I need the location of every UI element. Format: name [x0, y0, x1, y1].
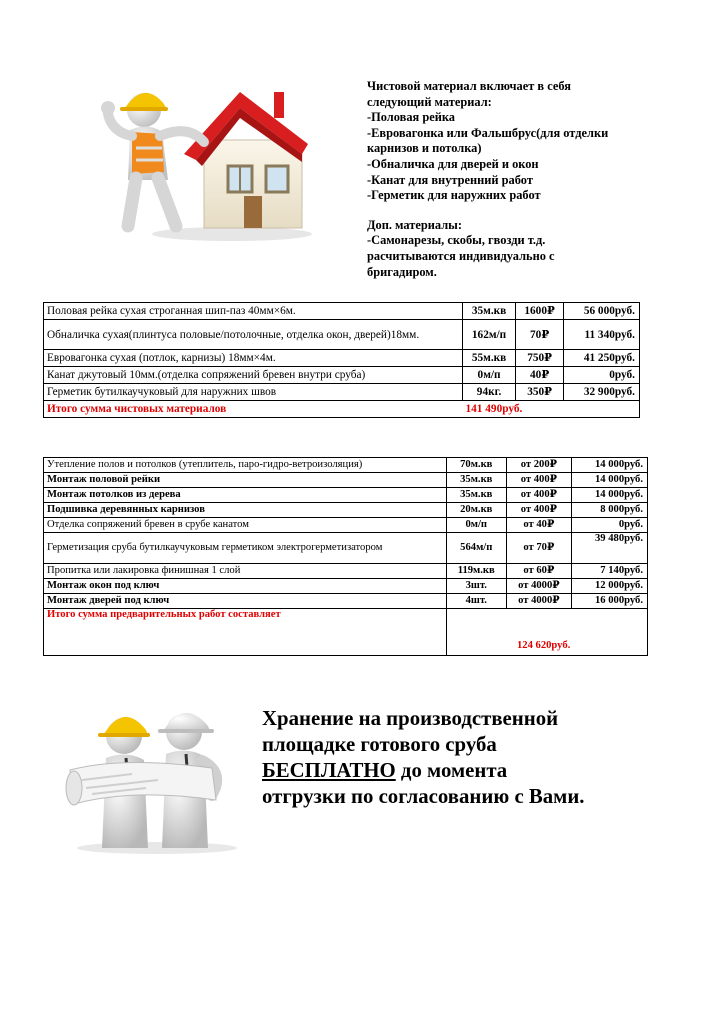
table-row — [44, 564, 648, 579]
item-price: 750₽ — [516, 350, 564, 367]
item-sum: 8 000руб. — [572, 503, 648, 518]
table-row — [44, 594, 648, 609]
intro-line: -Половая рейка — [367, 110, 455, 125]
item-name: Обналичка сухая(плинтуса половые/потолочные, отделка окон, дверей)18мм. — [44, 320, 463, 350]
table-row — [44, 350, 640, 367]
item-name: Утепление полов и потолков (утеплитель, паро-гидро-ветроизоляция) — [44, 458, 447, 473]
promo-line: площадке готового сруба — [262, 733, 497, 756]
item-sum: 0руб. — [564, 367, 640, 384]
item-qty: 20м.кв — [447, 503, 507, 518]
table-row — [44, 503, 648, 518]
item-name: Евровагонка сухая (потлок, карнизы) 18мм×4м. — [44, 350, 463, 367]
table-row — [44, 384, 640, 401]
item-name: Отделка сопряжений бревен в срубе канатом — [44, 518, 447, 533]
item-qty: 162м/п — [463, 320, 516, 350]
free-highlight: БЕСПЛАТНО — [262, 759, 396, 782]
item-name: Пропитка или лакировка финишная 1 слой — [44, 564, 447, 579]
extra-line: расчитываются индивидуально с — [367, 248, 555, 263]
promo-line — [262, 758, 702, 784]
item-name: Монтаж потолков из дерева — [44, 488, 447, 503]
table-row — [44, 367, 640, 384]
house-worker-illustration — [92, 62, 312, 242]
intro-line: Чистовой материал включает в себя — [367, 79, 571, 93]
extra-line: Доп. материалы: — [367, 217, 462, 232]
intro-line: -Герметик для наружних работ — [367, 188, 541, 203]
item-price: 40₽ — [516, 367, 564, 384]
table-row — [44, 303, 640, 320]
item-name: Половая рейка сухая строганная шип-паз 40мм×6м. — [44, 303, 463, 320]
finishing-materials-table — [43, 302, 640, 418]
item-price: 350₽ — [516, 384, 564, 401]
item-name: Монтаж окон под ключ — [44, 579, 447, 594]
item-qty: 0м/п — [447, 518, 507, 533]
item-name: Герметик бутилкаучуковый для наружних швов — [44, 384, 463, 401]
total-row — [44, 401, 640, 418]
item-qty: 564м/п — [447, 533, 507, 564]
total-label: Итого сумма чистовых материалов — [44, 401, 463, 418]
item-sum: 39 480руб. — [572, 533, 648, 564]
preliminary-works-table — [43, 457, 648, 656]
item-price: от 400₽ — [506, 503, 572, 518]
intro-line: -Канат для внутренний работ — [367, 172, 533, 187]
item-qty: 0м/п — [463, 367, 516, 384]
promo-line: отгрузки по согласованию с Вами. — [262, 785, 585, 808]
extra-line: бригадиром. — [367, 264, 437, 279]
item-sum: 56 000руб. — [564, 303, 640, 320]
item-name: Монтаж половой рейки — [44, 473, 447, 488]
item-price: от 400₽ — [506, 488, 572, 503]
item-qty: 94кг. — [463, 384, 516, 401]
item-qty: 3шт. — [447, 579, 507, 594]
table-row — [44, 518, 648, 533]
table-row — [44, 533, 648, 564]
item-qty: 35м.кв — [447, 473, 507, 488]
item-sum: 16 000руб. — [572, 594, 648, 609]
table-row — [44, 320, 640, 350]
item-price: от 4000₽ — [506, 594, 572, 609]
item-price: от 70₽ — [506, 533, 572, 564]
workers-blueprint-illustration — [62, 700, 242, 855]
item-price: от 40₽ — [506, 518, 572, 533]
storage-promo-text — [262, 706, 702, 810]
item-price: от 4000₽ — [506, 579, 572, 594]
promo-line: Хранение на производственной — [262, 707, 559, 730]
item-name: Подшивка деревянных карнизов — [44, 503, 447, 518]
item-qty: 70м.кв — [447, 458, 507, 473]
item-sum: 7 140руб. — [572, 564, 648, 579]
intro-text — [367, 79, 707, 280]
total-value: 124 620руб. — [447, 609, 648, 656]
intro-line: карнизов и потолка) — [367, 141, 482, 156]
intro-line: -Евровагонка или Фальшбрус(для отделки — [367, 125, 609, 140]
table-row — [44, 579, 648, 594]
total-label: Итого сумма предварительных работ составляет — [44, 609, 447, 656]
item-sum: 14 000руб. — [572, 488, 648, 503]
item-qty: 119м.кв — [447, 564, 507, 579]
total-row — [44, 609, 648, 656]
item-sum: 32 900руб. — [564, 384, 640, 401]
promo-line-rest: до момента — [395, 759, 508, 782]
item-price: 1600₽ — [516, 303, 564, 320]
item-price: от 200₽ — [506, 458, 572, 473]
extra-line: -Самонарезы, скобы, гвозди т.д. — [367, 233, 546, 248]
item-qty: 35м.кв — [463, 303, 516, 320]
item-qty: 55м.кв — [463, 350, 516, 367]
item-sum: 14 000руб. — [572, 458, 648, 473]
table-row — [44, 488, 648, 503]
item-price: от 60₽ — [506, 564, 572, 579]
item-sum: 11 340руб. — [564, 320, 640, 350]
item-sum: 41 250руб. — [564, 350, 640, 367]
item-sum: 12 000руб. — [572, 579, 648, 594]
item-sum: 14 000руб. — [572, 473, 648, 488]
intro-line: -Обналичка для дверей и окон — [367, 156, 539, 171]
table-row — [44, 473, 648, 488]
item-name: Монтаж дверей под ключ — [44, 594, 447, 609]
item-price: от 400₽ — [506, 473, 572, 488]
intro-line: следующий материал: — [367, 94, 492, 109]
item-price: 70₽ — [516, 320, 564, 350]
table-row — [44, 458, 648, 473]
item-qty: 35м.кв — [447, 488, 507, 503]
item-name: Канат джутовый 10мм.(отделка сопряжений бревен внутри сруба) — [44, 367, 463, 384]
item-name: Герметизация сруба бутилкаучуковым герметиком электрогерметизатором — [44, 533, 447, 564]
total-value: 141 490руб. — [463, 401, 640, 418]
item-qty: 4шт. — [447, 594, 507, 609]
item-sum: 0руб. — [572, 518, 648, 533]
